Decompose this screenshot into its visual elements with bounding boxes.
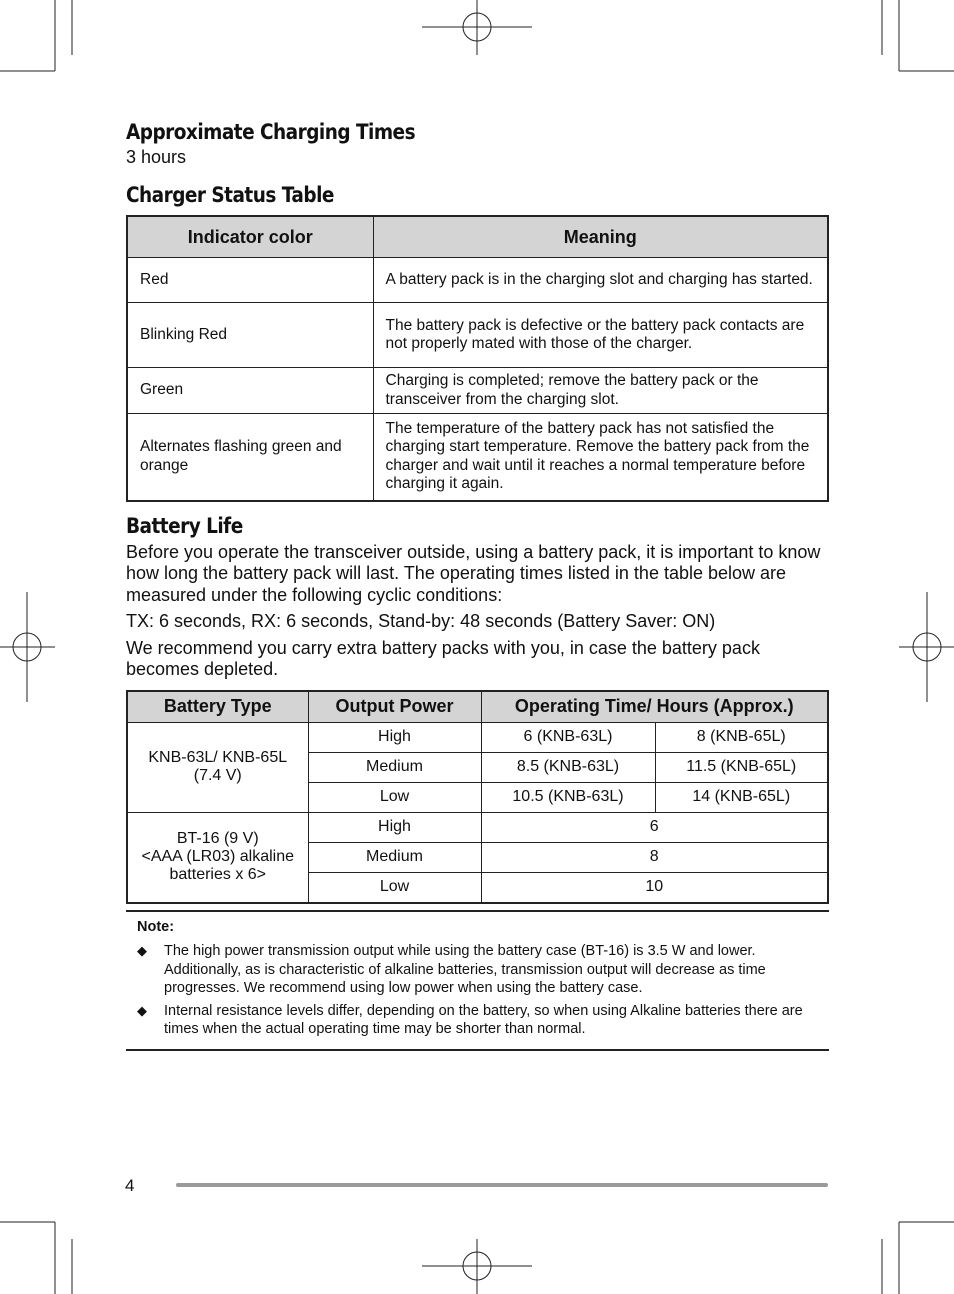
output-power-cell: Low [308, 872, 481, 903]
column-header: Meaning [373, 216, 828, 258]
table-row [127, 368, 828, 414]
operating-time-cell: 8.5 (KNB-63L) [481, 752, 655, 782]
battery-life-table [126, 690, 829, 904]
table-header-row [127, 691, 828, 723]
note-title: Note: [137, 918, 175, 935]
charging-times-heading: Approximate Charging Times [126, 120, 416, 144]
note-text: The high power transmission output while using the battery case (BT-16) is 3.5 W and lower. Additionally, as is characteristic of alkaline batteries, transmission output will decrease as time progresses. We recommend using low power when using the battery case. [164, 943, 766, 996]
operating-time-cell: 8 [481, 842, 828, 872]
battery-type-line: <AAA (LR03) alkaline [141, 848, 295, 865]
charging-time-value: 3 hours [126, 147, 187, 167]
note-item [137, 1002, 829, 1039]
output-power-cell: High [308, 722, 481, 752]
indicator-color-cell: Alternates flashing green and orange [127, 414, 373, 501]
battery-type-line: (7.4 V) [193, 767, 242, 784]
column-header: Indicator color [127, 216, 373, 258]
meaning-cell: Charging is completed; remove the battery pack or the transceiver from the charging slot. [373, 368, 828, 414]
output-power-cell: Low [308, 782, 481, 812]
battery-type-line: KNB-63L/ KNB-65L [148, 749, 288, 766]
operating-time-cell: 10 [481, 872, 828, 903]
operating-time-cell: 10.5 (KNB-63L) [481, 782, 655, 812]
page-content [126, 120, 829, 1051]
diamond-bullet-icon: ◆ [137, 1002, 147, 1018]
cyclic-conditions: TX: 6 seconds, RX: 6 seconds, Stand-by: 48 seconds (Battery Saver: ON) [126, 611, 716, 631]
footer-rule [176, 1183, 828, 1187]
operating-time-cell: 14 (KNB-65L) [655, 782, 828, 812]
charger-status-heading: Charger Status Table [126, 183, 334, 207]
battery-type-cell [127, 812, 308, 903]
operating-time-cell: 8 (KNB-65L) [655, 722, 828, 752]
column-header: Output Power [308, 691, 481, 723]
table-row [127, 812, 828, 842]
note-text: Internal resistance levels differ, depending on the battery, so when using Alkaline batteries there are times when the actual operating time may be shorter than normal. [164, 1002, 803, 1037]
output-power-cell: Medium [308, 842, 481, 872]
table-row [127, 303, 828, 368]
table-row [127, 258, 828, 303]
table-row [127, 722, 828, 752]
operating-time-cell: 6 (KNB-63L) [481, 722, 655, 752]
note-box [126, 910, 829, 1051]
battery-type-line: batteries x 6> [169, 866, 266, 883]
meaning-cell: The battery pack is defective or the battery pack contacts are not properly mated with those of the charger. [373, 303, 828, 368]
column-header: Battery Type [127, 691, 308, 723]
diamond-bullet-icon: ◆ [137, 943, 147, 958]
battery-life-heading: Battery Life [126, 513, 243, 538]
table-row [127, 414, 828, 501]
indicator-color-cell: Blinking Red [127, 303, 373, 368]
table-header-row [127, 216, 828, 258]
recommendation-text: We recommend you carry extra battery packs with you, in case the battery pack becomes depleted. [126, 637, 760, 679]
indicator-color-cell: Green [127, 368, 373, 414]
output-power-cell: Medium [308, 752, 481, 782]
battery-type-cell [127, 722, 308, 812]
page-number: 4 [125, 1176, 135, 1195]
column-header: Operating Time/ Hours (Approx.) [481, 691, 828, 723]
note-item [137, 942, 829, 998]
charger-status-table [126, 215, 829, 502]
operating-time-cell: 11.5 (KNB-65L) [655, 752, 828, 782]
battery-life-intro: Before you operate the transceiver outside, using a battery pack, it is important to know how long the battery pack will last. The operating times listed in the table below are measured under the following cyclic conditions: [126, 541, 821, 605]
meaning-cell: A battery pack is in the charging slot and charging has started. [373, 258, 828, 303]
indicator-color-cell: Red [127, 258, 373, 303]
operating-time-cell: 6 [481, 812, 828, 842]
meaning-cell: The temperature of the battery pack has not satisfied the charging start temperature. Remove the battery pack from the charger and wait until it reaches a normal temperature before charging it again. [373, 414, 828, 501]
battery-type-line: BT-16 (9 V) [176, 830, 259, 847]
output-power-cell: High [308, 812, 481, 842]
